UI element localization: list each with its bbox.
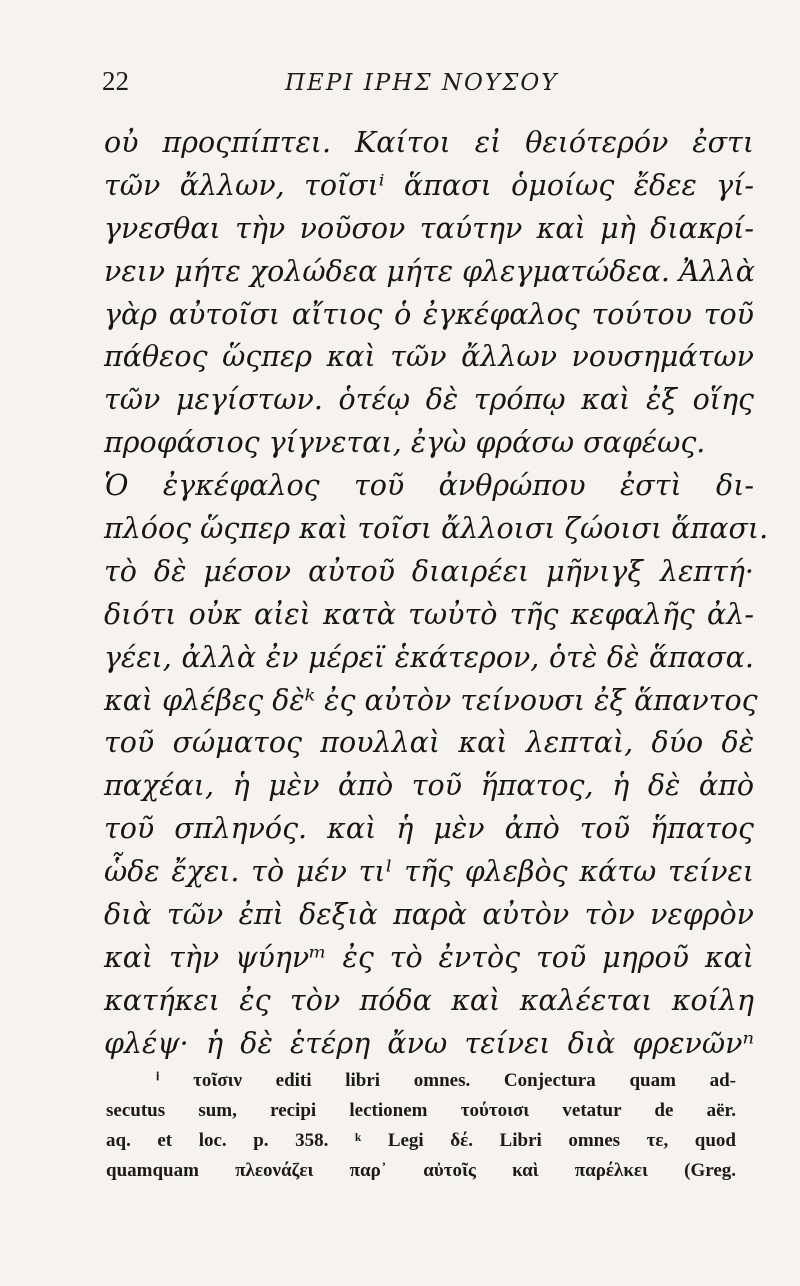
text-line: τοῦ σπληνός. καὶ ἡ μὲν ἀπὸ τοῦ ἥπατος: [104, 812, 754, 846]
text-line: τῶν μεγίστων. ὁτέῳ δὲ τρόπῳ καὶ ἐξ οἵης: [104, 383, 754, 417]
footnote-line: secutus sum, recipi lectionem τούτοισι vetatur de aër.: [106, 1100, 736, 1121]
text-line: προφάσιος γίγνεται, ἐγὼ φράσω σαφέως.: [104, 426, 706, 460]
text-line: διότι οὐκ αἰεὶ κατὰ τωὐτὸ τῆς κεφαλῆς ἀλ-: [104, 597, 754, 631]
text-line: κατήκει ἐς τὸν πόδα καὶ καλέεται κοίλη: [104, 983, 754, 1017]
text-line: τοῦ σώματος πουλλαὶ καὶ λεπταὶ, δύο δὲ: [104, 726, 754, 760]
text-line: καὶ τὴν ψύηνᵐ ἐς τὸ ἐντὸς τοῦ μηροῦ καὶ: [104, 940, 754, 974]
text-line: οὐ προςπίπτει. Καίτοι εἰ θειότερόν ἐστι: [104, 126, 754, 159]
text-line: γέει, ἀλλὰ ἐν μέρεϊ ἑκάτερον, ὁτὲ δὲ ἅπασα.: [104, 640, 754, 674]
text-line: φλέψ· ἡ δὲ ἑτέρη ἄνω τείνει διὰ φρενῶνⁿ: [104, 1026, 754, 1060]
text-line: πάθεος ὥςπερ καὶ τῶν ἄλλων νουσημάτων: [104, 340, 754, 374]
footnote-line: quamquam πλεονάζει παρ᾽ αὐτοῖς καὶ παρέλκει (Greg.: [106, 1160, 736, 1181]
text-line: γνεσθαι τὴν νοῦσον ταύτην καὶ μὴ διακρί-: [104, 211, 754, 245]
text-line: τῶν ἄλλων, τοῖσιⁱ ἅπασι ὁμοίως ἔδεε γί-: [104, 168, 754, 202]
text-line: τὸ δὲ μέσον αὐτοῦ διαιρέει μῆνιγξ λεπτή·: [104, 554, 754, 588]
running-title: ΠΕΡΙ ΙΡΗΣ ΝΟΥΣΟΥ: [285, 70, 559, 96]
text-line: Ὁ ἐγκέφαλος τοῦ ἀνθρώπου ἐστὶ δι-: [104, 469, 754, 503]
main-text: [104, 122, 769, 1066]
footnote-line: ⁱ τοῖσιν editi libri omnes. Conjectura quam ad-: [156, 1070, 736, 1091]
page-header: [102, 66, 752, 106]
text-line: πλόος ὥςπερ καὶ τοῖσι ἄλλοισι ζώοισι ἅπασι.: [104, 512, 769, 546]
footnote-line: aq. et loc. p. 358. ᵏ Legi δέ. Libri omnes τε, quod: [106, 1130, 736, 1151]
text-line: καὶ φλέβες δὲᵏ ἐς αὐτὸν τείνουσι ἐξ ἅπαντος: [104, 683, 758, 717]
text-line: παχέαι, ἡ μὲν ἀπὸ τοῦ ἥπατος, ἡ δὲ ἀπὸ: [104, 769, 754, 803]
text-line: νειν μήτε χολώδεα μήτε φλεγματώδεα. Ἀλλὰ: [104, 254, 755, 288]
text-line: γὰρ αὐτοῖσι αἴτιος ὁ ἐγκέφαλος τούτου τοῦ: [104, 297, 754, 331]
text-line: ὧδε ἔχει. τὸ μέν τιˡ τῆς φλεβὸς κάτω τείνει: [104, 855, 754, 889]
footnotes: [106, 1066, 736, 1186]
text-line: διὰ τῶν ἐπὶ δεξιὰ παρὰ αὐτὸν τὸν νεφρὸν: [104, 898, 754, 932]
page-number: 22: [102, 66, 129, 96]
